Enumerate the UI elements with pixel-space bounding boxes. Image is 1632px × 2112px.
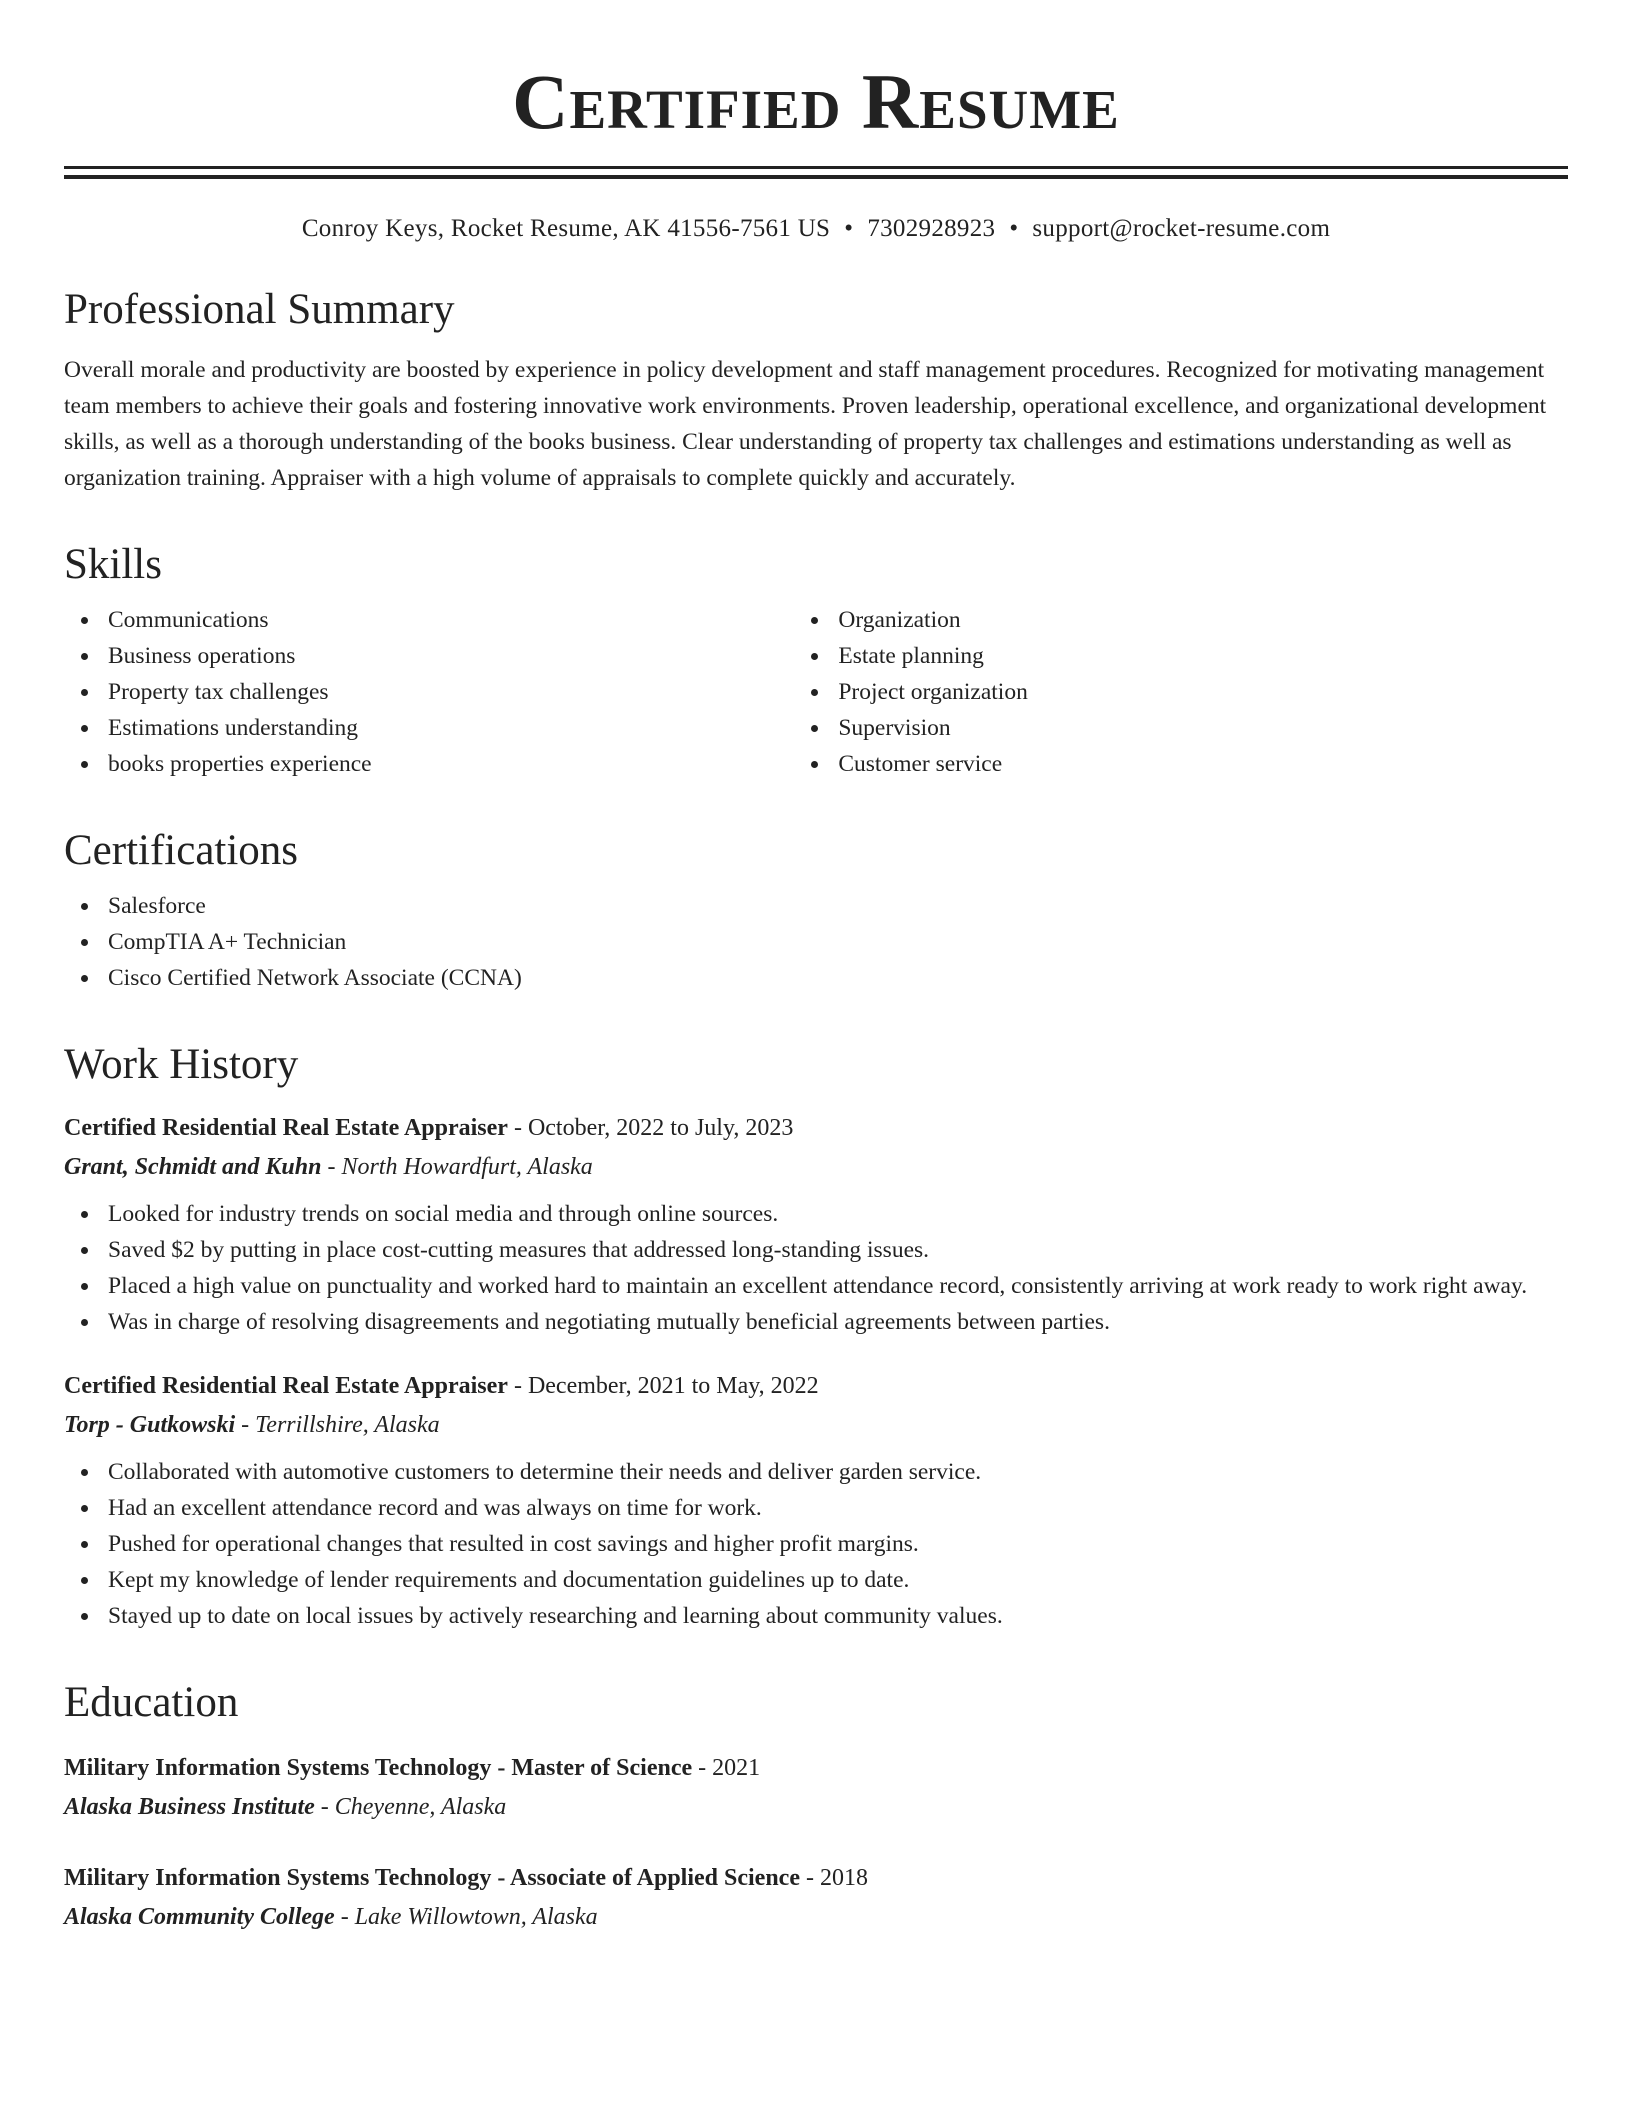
work-entry-employer: Torp - Gutkowski - Terrillshire, Alaska xyxy=(64,1412,440,1438)
section-heading-skills: Skills xyxy=(64,541,162,588)
certifications-list xyxy=(64,888,1568,996)
title-divider-bottom xyxy=(64,175,1568,179)
skills-list xyxy=(64,602,1568,782)
contact-email: support@rocket-resume.com xyxy=(1032,215,1331,242)
degree-year: 2018 xyxy=(819,1865,868,1891)
summary-paragraph: Overall morale and productivity are boosted by experience in policy development and staff management procedures. Recognized for motivating management team members to achieve their goals and fostering innovative work environments. Proven leadership, operational excellence, and organizational development skills, as well as a thorough understanding of the books business. Clear understanding of property tax challenges and estimations understanding as well as organization training. Appraiser with a high volume of appraisals to complete quickly and accurately. xyxy=(64,357,1547,491)
certification-item: Salesforce xyxy=(108,888,1568,924)
education-entry-header: Military Information Systems Technology - Associate of Applied Science - 2018 xyxy=(64,1865,868,1891)
section-heading-summary: Professional Summary xyxy=(64,286,455,333)
job-dates: October, 2022 to July, 2023 xyxy=(527,1115,794,1141)
resume-page xyxy=(64,0,1568,1936)
work-bullet: Stayed up to date on local issues by actively researching and learning about community values. xyxy=(108,1598,1568,1634)
title-divider-top xyxy=(64,166,1568,169)
degree-year: 2021 xyxy=(712,1755,761,1781)
work-entry-header: Certified Residential Real Estate Appraiser - December, 2021 to May, 2022 xyxy=(64,1373,819,1399)
school-name: Alaska Community College xyxy=(64,1904,335,1930)
skill-item: Property tax challenges xyxy=(108,674,794,710)
skills-column-left xyxy=(64,602,794,782)
company-name: Grant, Schmidt and Kuhn xyxy=(64,1154,322,1180)
job-title: Certified Residential Real Estate Appraiser xyxy=(64,1373,508,1399)
education-entry-school: Alaska Business Institute - Cheyenne, Alaska xyxy=(64,1794,507,1820)
education-entry-header: Military Information Systems Technology - Master of Science - 2021 xyxy=(64,1755,761,1781)
skill-item: Supervision xyxy=(838,710,1568,746)
work-bullets xyxy=(64,1196,1568,1340)
skill-item: Estate planning xyxy=(838,638,1568,674)
school-name: Alaska Business Institute xyxy=(64,1794,315,1820)
company-name: Torp - Gutkowski xyxy=(64,1412,236,1438)
certification-item: Cisco Certified Network Associate (CCNA) xyxy=(108,960,1568,996)
work-bullets xyxy=(64,1454,1568,1634)
work-entry xyxy=(64,1366,1568,1634)
company-location: Terrillshire, Alaska xyxy=(255,1412,440,1438)
work-entry-employer: Grant, Schmidt and Kuhn - North Howardfurt, Alaska xyxy=(64,1154,593,1180)
skill-item: Organization xyxy=(838,602,1568,638)
work-bullet: Collaborated with automotive customers to determine their needs and deliver garden service. xyxy=(108,1454,1568,1490)
contact-phone: 7302928923 xyxy=(867,215,996,242)
work-bullet: Looked for industry trends on social media and through online sources. xyxy=(108,1196,1568,1232)
job-title: Certified Residential Real Estate Appraiser xyxy=(64,1115,508,1141)
degree-name: Military Information Systems Technology - Master of Science xyxy=(64,1755,693,1781)
contact-separator: • xyxy=(844,215,854,242)
education-entry xyxy=(64,1748,1568,1826)
school-location: Lake Willowtown, Alaska xyxy=(354,1904,598,1930)
skill-item: books properties experience xyxy=(108,746,794,782)
skill-item: Estimations understanding xyxy=(108,710,794,746)
section-heading-education: Education xyxy=(64,1679,239,1726)
contact-separator: • xyxy=(1009,215,1019,242)
skill-item: Customer service xyxy=(838,746,1568,782)
education-entry-school: Alaska Community College - Lake Willowtown, Alaska xyxy=(64,1904,598,1930)
job-dates: December, 2021 to May, 2022 xyxy=(527,1373,819,1399)
degree-name: Military Information Systems Technology - Associate of Applied Science xyxy=(64,1865,800,1891)
resume-title: Certified Resume xyxy=(512,58,1120,145)
work-bullet: Saved $2 by putting in place cost-cutting measures that addressed long-standing issues. xyxy=(108,1232,1568,1268)
section-heading-work-history: Work History xyxy=(64,1041,299,1088)
work-entry xyxy=(64,1108,1568,1340)
skill-item: Communications xyxy=(108,602,794,638)
contact-address: Conroy Keys, Rocket Resume, AK 41556-7561 US xyxy=(301,215,831,242)
contact-line xyxy=(64,213,1568,245)
company-location: North Howardfurt, Alaska xyxy=(341,1154,593,1180)
work-bullet: Had an excellent attendance record and was always on time for work. xyxy=(108,1490,1568,1526)
section-heading-certifications: Certifications xyxy=(64,827,299,874)
skill-item: Business operations xyxy=(108,638,794,674)
skills-column-right xyxy=(794,602,1568,782)
skill-item: Project organization xyxy=(838,674,1568,710)
work-bullet: Was in charge of resolving disagreements and negotiating mutually beneficial agreements between parties. xyxy=(108,1304,1568,1340)
work-bullet: Kept my knowledge of lender requirements and documentation guidelines up to date. xyxy=(108,1562,1568,1598)
work-entry-header: Certified Residential Real Estate Appraiser - October, 2022 to July, 2023 xyxy=(64,1115,794,1141)
education-entry xyxy=(64,1858,1568,1936)
certification-item: CompTIA A+ Technician xyxy=(108,924,1568,960)
work-bullet: Pushed for operational changes that resulted in cost savings and higher profit margins. xyxy=(108,1526,1568,1562)
work-bullet: Placed a high value on punctuality and worked hard to maintain an excellent attendance record, consistently arriving at work ready to work right away. xyxy=(108,1268,1568,1304)
school-location: Cheyenne, Alaska xyxy=(334,1794,507,1820)
